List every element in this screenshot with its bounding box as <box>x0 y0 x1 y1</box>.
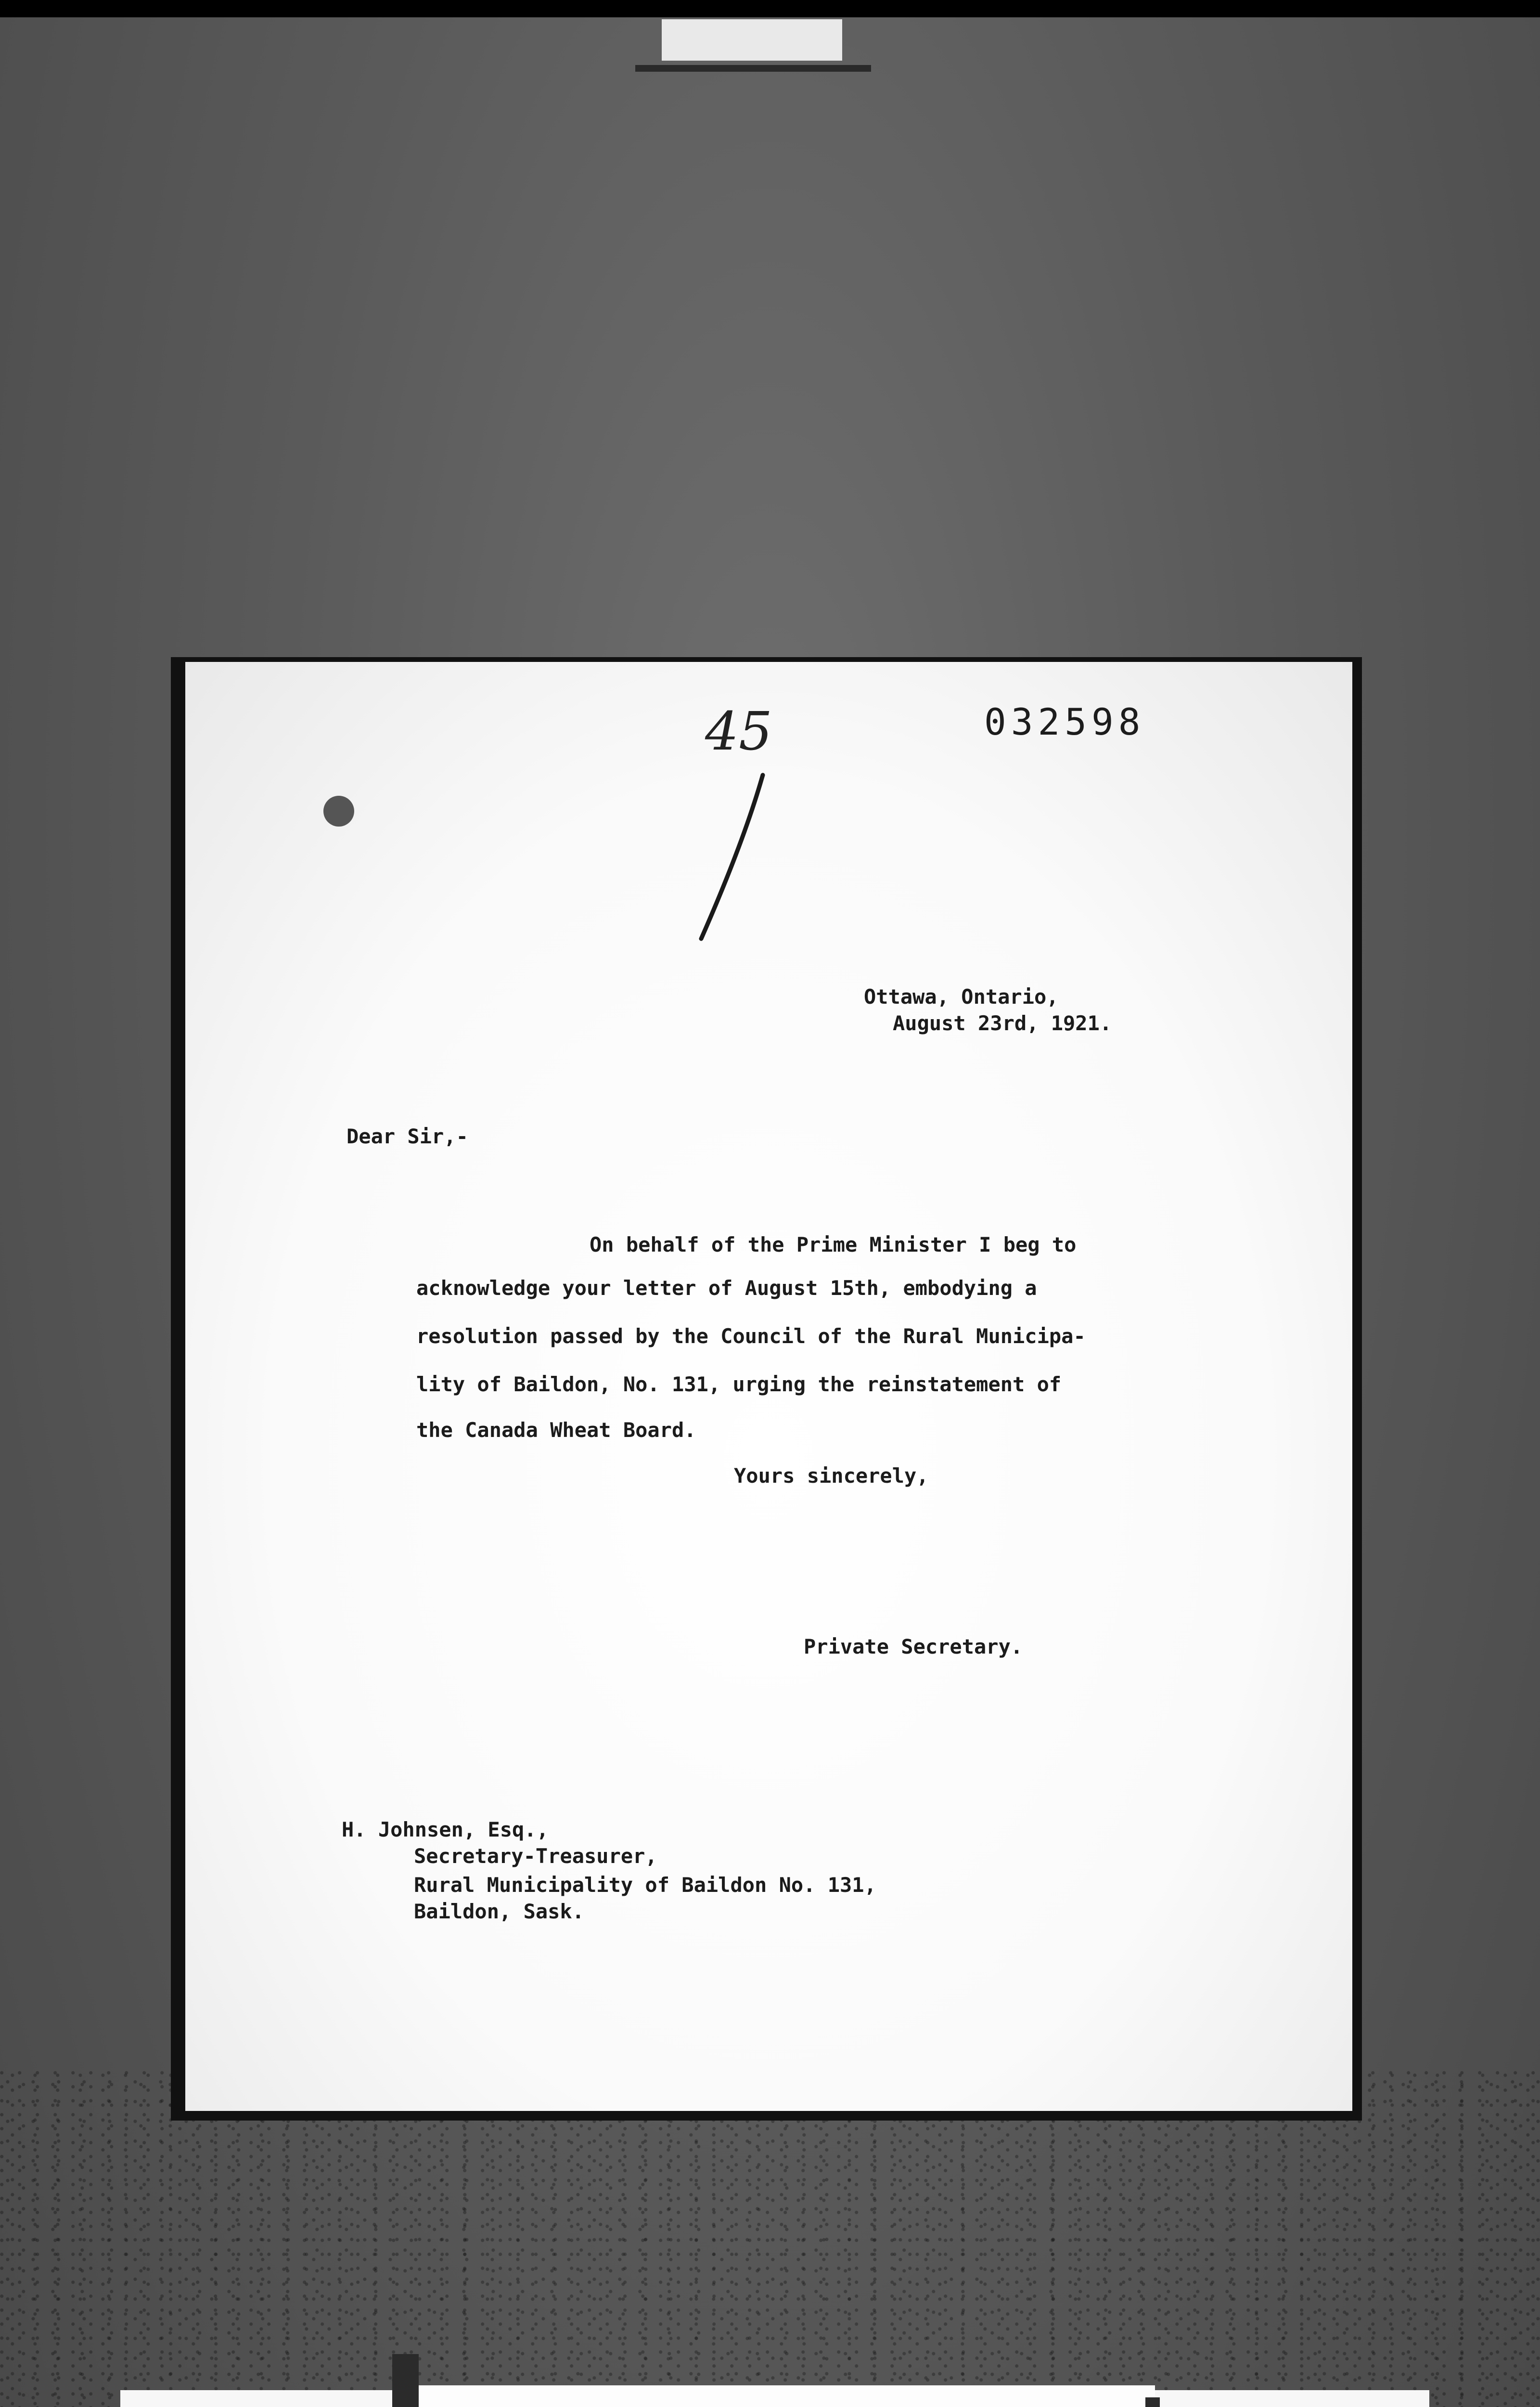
handwritten-mark: 45 <box>705 700 772 762</box>
signature-title: Private Secretary. <box>804 1635 1023 1658</box>
top-tab-shadow <box>635 65 871 72</box>
recipient-address-line: Rural Municipality of Baildon No. 131, <box>414 1873 876 1897</box>
letter-body-line: lity of Baildon, No. 131, urging the reinstatement of <box>416 1372 1062 1396</box>
letter-closing: Yours sincerely, <box>734 1464 929 1488</box>
pen-stroke-mark <box>695 770 772 944</box>
archive-label-tab <box>399 2385 1155 2407</box>
top-paper-tab <box>662 19 842 61</box>
letter-place: Ottawa, Ontario, <box>864 985 1059 1009</box>
letter-date: August 23rd, 1921. <box>893 1011 1112 1035</box>
board-texture <box>0 2070 1540 2407</box>
letter-body-line: the Canada Wheat Board. <box>416 1418 696 1442</box>
letter-body-line: acknowledge your letter of August 15th, embodying a <box>416 1276 1037 1300</box>
recipient-address-line: Secretary-Treasurer, <box>414 1844 657 1868</box>
letter-body-line: resolution passed by the Council of the Rural Municipa- <box>416 1324 1086 1348</box>
recipient-name: H. Johnsen, Esq., <box>342 1818 549 1841</box>
document-number-stamp: 032598 <box>984 700 1145 743</box>
clip-left <box>392 2354 419 2407</box>
letter-salutation: Dear Sir,- <box>346 1125 468 1148</box>
letter-body-line: On behalf of the Prime Minister I beg to <box>590 1233 1077 1256</box>
recipient-address-line: Baildon, Sask. <box>414 1900 585 1923</box>
clip-right <box>1145 2397 1160 2407</box>
hole-punch-mark <box>323 796 354 827</box>
